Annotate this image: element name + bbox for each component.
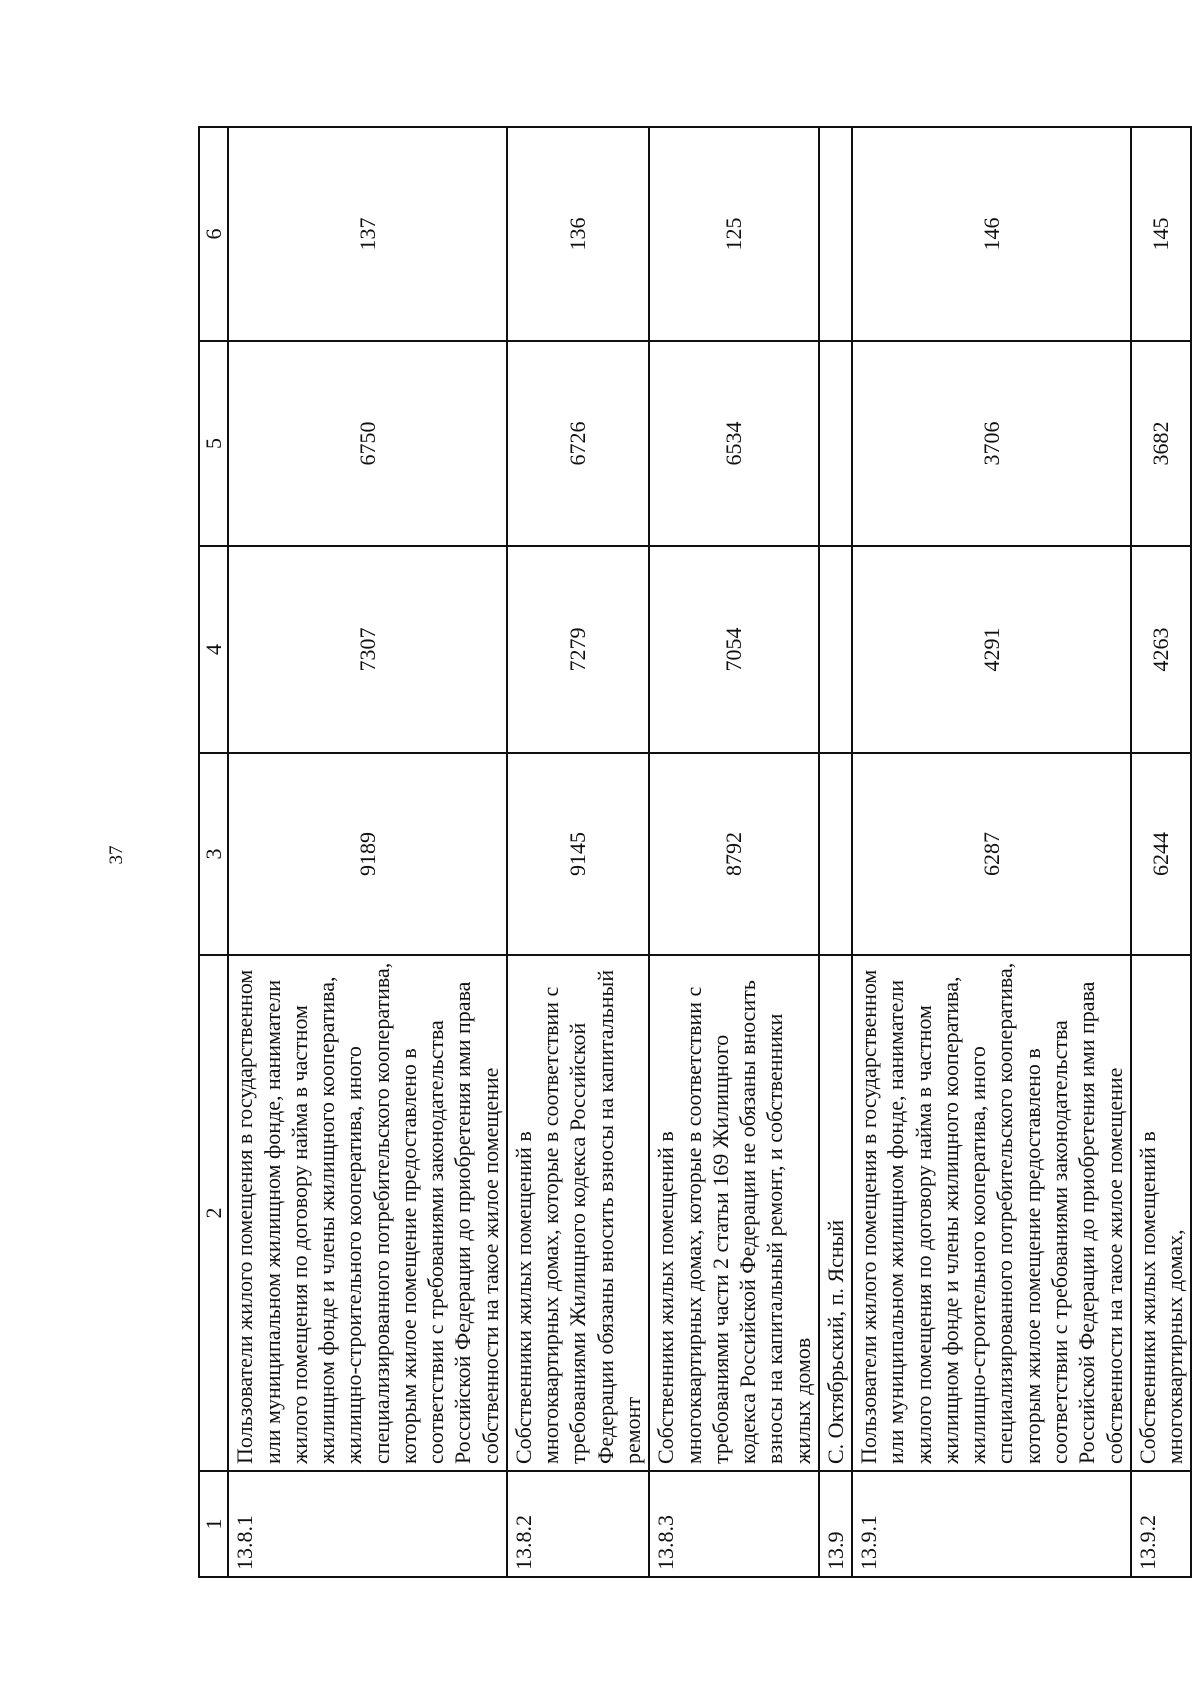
- row-value: [819, 341, 852, 546]
- row-value: 125: [649, 127, 819, 341]
- row-value: 8792: [649, 753, 819, 955]
- row-value: 6726: [507, 341, 649, 546]
- row-value: 7054: [649, 546, 819, 753]
- row-value: [819, 753, 852, 955]
- row-value: 9145: [507, 753, 649, 955]
- row-value: 7307: [228, 546, 507, 753]
- row-value: 6287: [852, 753, 1131, 955]
- row-value: 146: [852, 127, 1131, 341]
- row-code: 13.9: [819, 1471, 852, 1577]
- row-description: Собственники жилых помещений в многоквартирных домах,: [1131, 955, 1192, 1471]
- row-value: [819, 546, 852, 753]
- column-header: 4: [199, 546, 228, 753]
- page-number: 37: [106, 845, 127, 865]
- table-row: [819, 127, 852, 1577]
- table-row: [852, 127, 1131, 1577]
- row-value: 145: [1131, 127, 1192, 341]
- row-value: 136: [507, 127, 649, 341]
- row-value: 3706: [852, 341, 1131, 546]
- row-value: 6534: [649, 341, 819, 546]
- table-row: [507, 127, 649, 1577]
- table-header-row: [199, 127, 228, 1577]
- row-code: 13.8.1: [228, 1471, 507, 1577]
- column-header: 1: [199, 1471, 228, 1577]
- row-description: Пользователи жилого помещения в государственном или муниципальном жилищном фонде, наниматели жилого помещения по договору найма в частном жилищном фонде и члены жилищного кооператива, жилищно-строительного кооператива, иного специализированного потребительского кооператива, которым жилое помещение предоставлено в соответствии с требованиями законодательства Российской Федерации до приобретения ими права собственности на такое жилое помещение: [852, 955, 1131, 1471]
- column-header: 5: [199, 341, 228, 546]
- row-value: 6244: [1131, 753, 1192, 955]
- row-value: 9189: [228, 753, 507, 955]
- row-description: Собственники жилых помещений в многоквартирных домах, которые в соответствии с требованиями Жилищного кодекса Российской Федерации обязаны вносить взносы на капитальный ремонт: [507, 955, 649, 1471]
- row-value: 6750: [228, 341, 507, 546]
- rotated-table-container: [198, 128, 1188, 1578]
- row-value: 3682: [1131, 341, 1192, 546]
- row-value: [819, 127, 852, 341]
- row-code: 13.9.1: [852, 1471, 1131, 1577]
- row-code: 13.9.2: [1131, 1471, 1192, 1577]
- row-description: Собственники жилых помещений в многоквартирных домах, которые в соответствии с требованиями части 2 статьи 169 Жилищного кодекса Российской Федерации не обязаны вносить взносы на капитальный ремонт, и собственники жилых домов: [649, 955, 819, 1471]
- table-row: [1131, 127, 1192, 1577]
- row-value: 7279: [507, 546, 649, 753]
- row-code: 13.8.2: [507, 1471, 649, 1577]
- row-value: 4263: [1131, 546, 1192, 753]
- table-row: [228, 127, 507, 1577]
- row-value: 4291: [852, 546, 1131, 753]
- row-value: 137: [228, 127, 507, 341]
- column-header: 6: [199, 127, 228, 341]
- column-header: 3: [199, 753, 228, 955]
- row-code: 13.8.3: [649, 1471, 819, 1577]
- row-description: С. Октябрьский, п. Ясный: [819, 955, 852, 1471]
- table-row: [649, 127, 819, 1577]
- column-header: 2: [199, 955, 228, 1471]
- row-description: Пользователи жилого помещения в государственном или муниципальном жилищном фонде, наниматели жилого помещения по договору найма в частном жилищном фонде и члены жилищного кооператива, жилищно-строительного кооператива, иного специализированного потребительского кооператива, которым жилое помещение предоставлено в соответствии с требованиями законодательства Российской Федерации до приобретения ими права собственности на такое жилое помещение: [228, 955, 507, 1471]
- tariff-table: [198, 126, 1192, 1578]
